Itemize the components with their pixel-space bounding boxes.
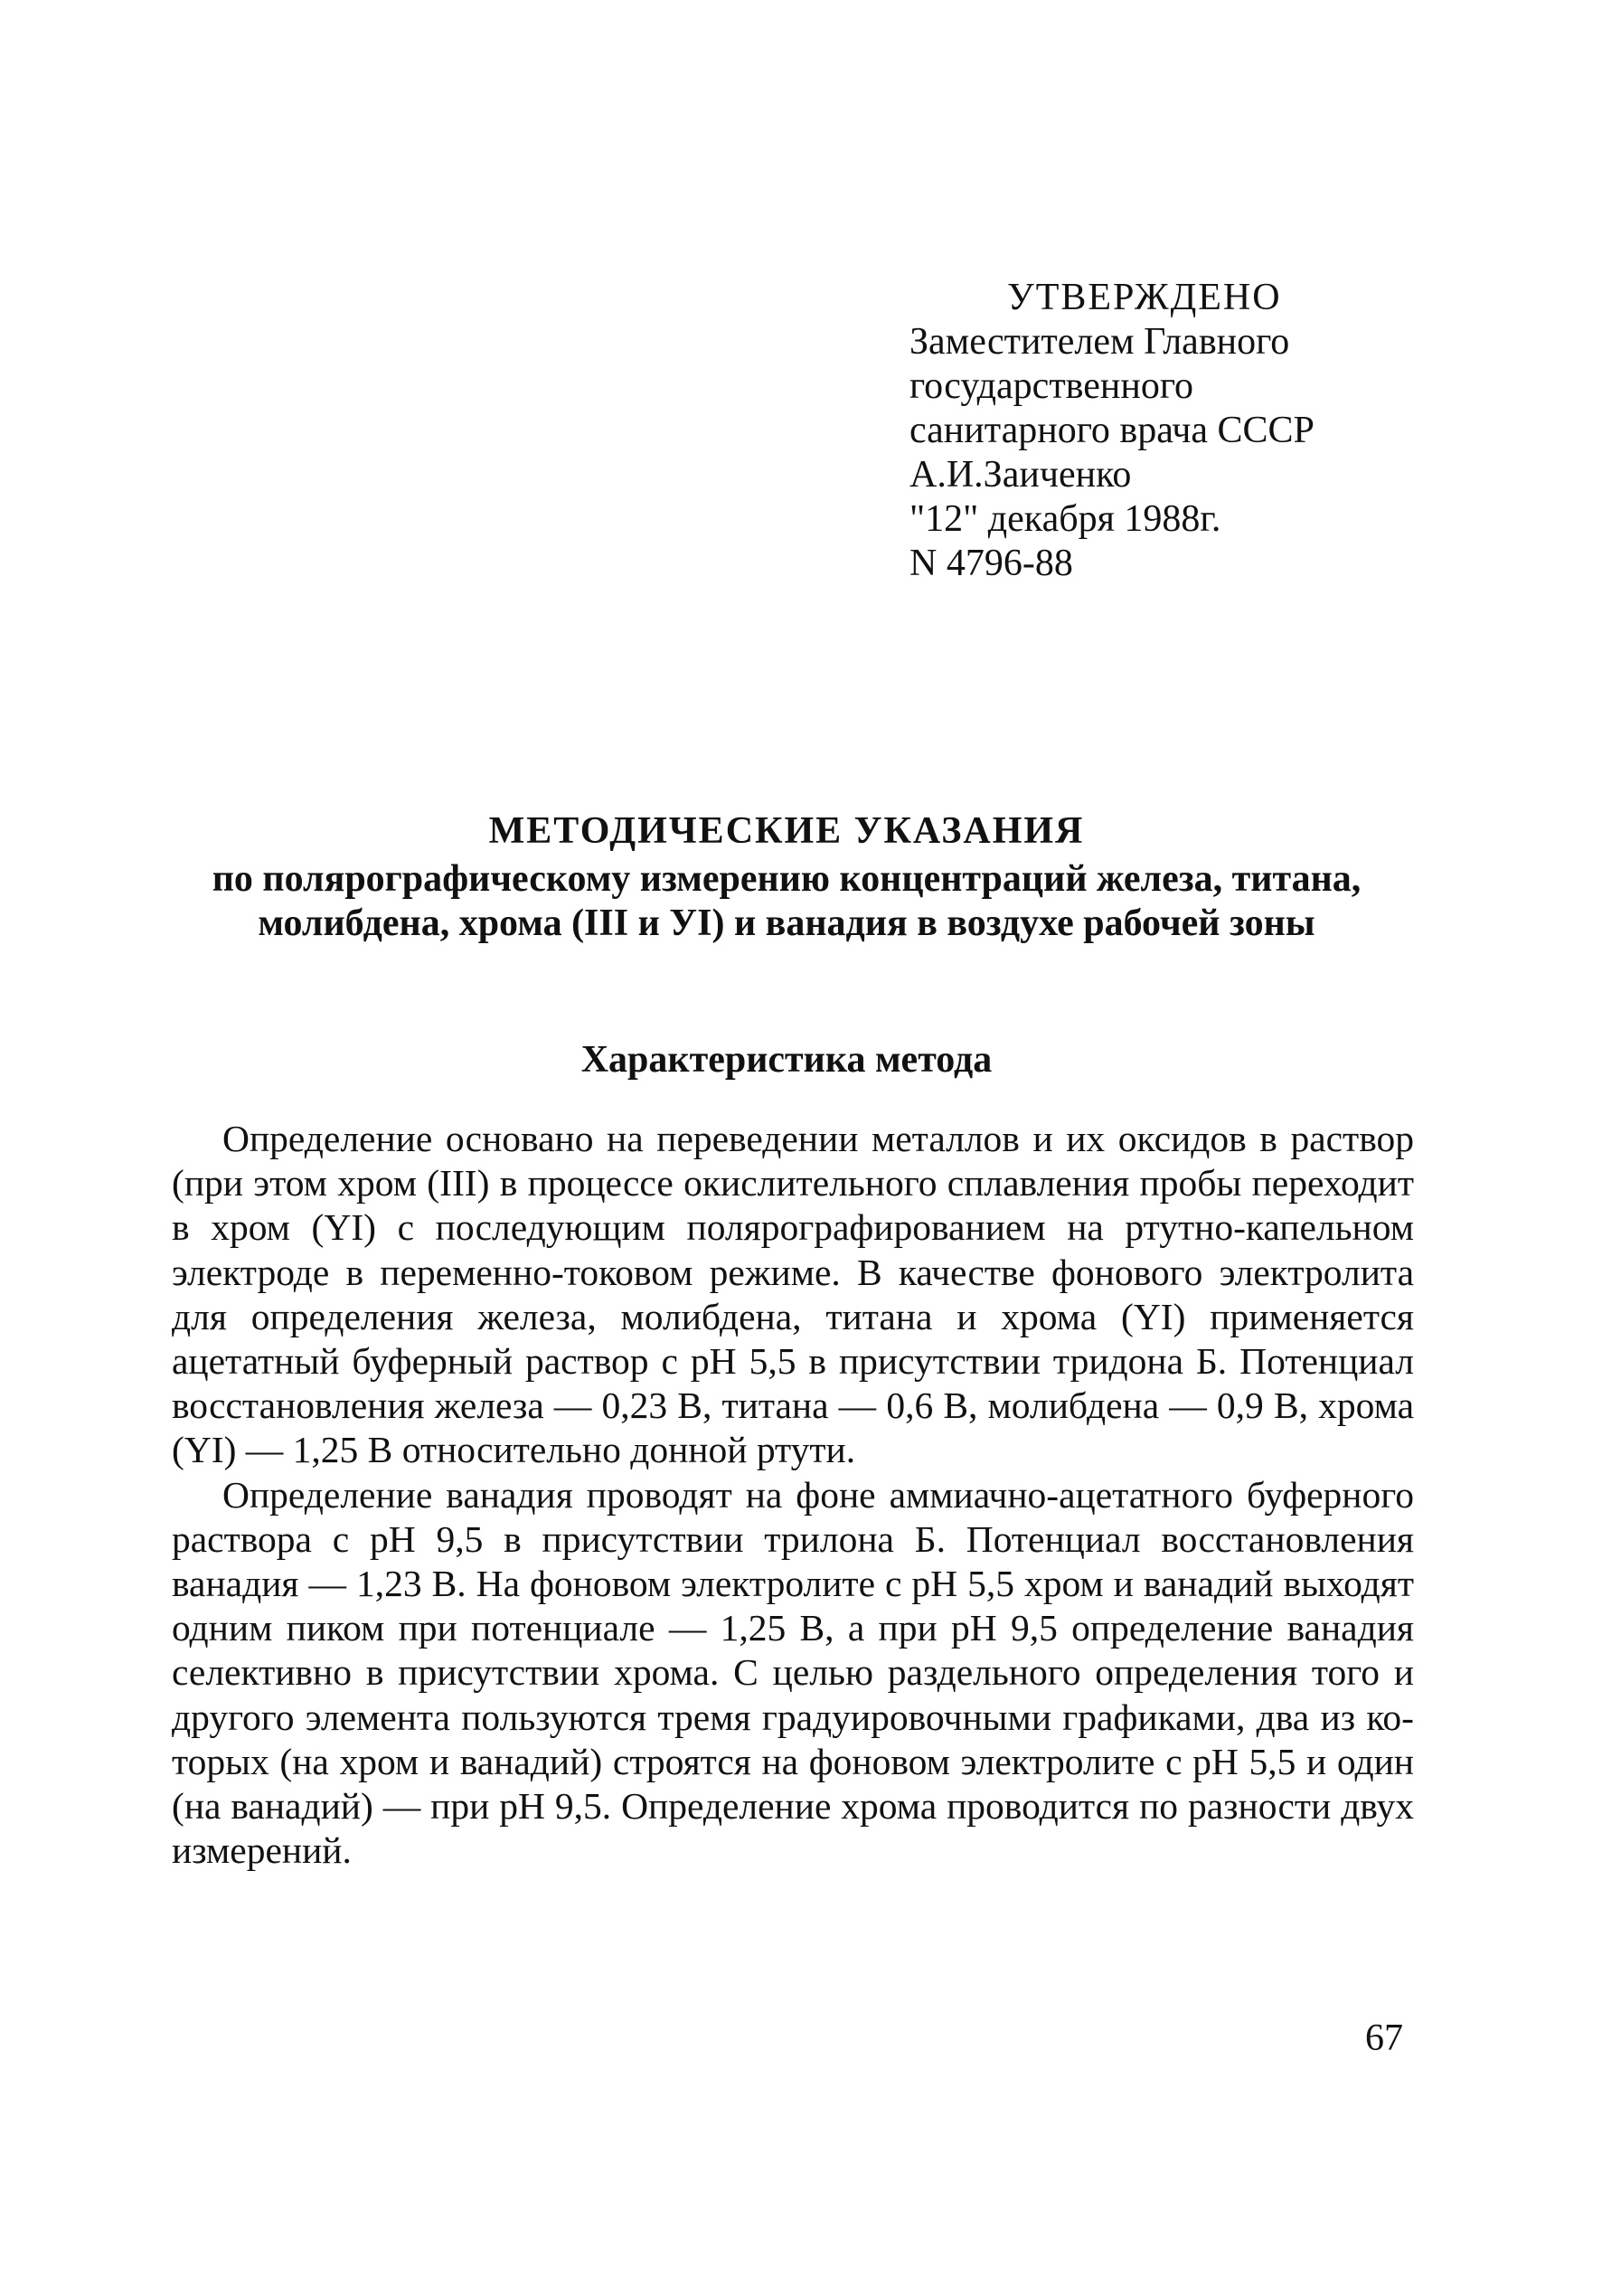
approval-line-number: N 4796-88: [909, 543, 1073, 584]
body-paragraph-1: Определение основано на переведении металлов и их оксидов в раствор (при этом хром (III) в процессе окислительного сплавления пробы переходит в хром (YI) с последующим полярографированием на ртутно-капельном электроде в переменно-токовом режиме. В качестве фонового электролита для определения железа, молибдена, титана и хрома (YI) применяется ацетатный буферный раствор с рН 5,5 в присутствии тридона Б. Потенциал восстановления железа — 0,23 В, титана — 0,6 В, молибдена — 0,9 В, хрома (YI) — 1,25 В относительно донной ртути.: [172, 1118, 1414, 1471]
approval-heading: УТВЕРЖДЕНО: [1007, 277, 1282, 318]
document-title-block: [163, 809, 1410, 946]
document-subtitle-line-1: по полярографическому измерению концентраций железа, титана,: [212, 858, 1362, 900]
approval-line-position-end: санитарного врача СССР: [909, 410, 1315, 451]
section-body: [172, 1117, 1414, 1873]
section-heading: Характеристика метода: [580, 1039, 993, 1081]
document-subtitle-line-2: молибдена, хрома (III и УI) и ванадия в воздухе рабочей зоны: [258, 902, 1315, 944]
approval-line-position-cont: государственного: [909, 365, 1194, 407]
approval-line-date: "12" декабря 1988г.: [909, 498, 1221, 540]
document-title: МЕТОДИЧЕСКИЕ УКАЗАНИЯ: [488, 810, 1085, 852]
body-paragraph-2: Определение ванадия проводят на фоне аммиачно-ацетатного буферного раствора с рН 9,5 в присутствии трилона Б. Потенциал восстановления ванадия — 1,23 В. На фоновом электролите с рН 5,5 хром и ванадий выходят одним пиком при потенциале — 1,25 В, а при рН 9,5 определение ванадия селективно в присутствии хрома. С целью раздельного определения того и другого элемента пользуются тремя градуировочными графиками, два из которых (на хром и ванадий) строятся на фоновом электролите с рН 5,5 и один (на ванадий) — при рН 9,5. Определение хрома проводится по разности двух измерений.: [172, 1473, 1414, 1872]
approval-stamp-block: [909, 276, 1416, 586]
approval-line-position: Заместителем Главного: [909, 321, 1290, 363]
approval-line-name: А.И.Заиченко: [909, 454, 1132, 496]
page-number: 67: [1365, 2017, 1403, 2059]
